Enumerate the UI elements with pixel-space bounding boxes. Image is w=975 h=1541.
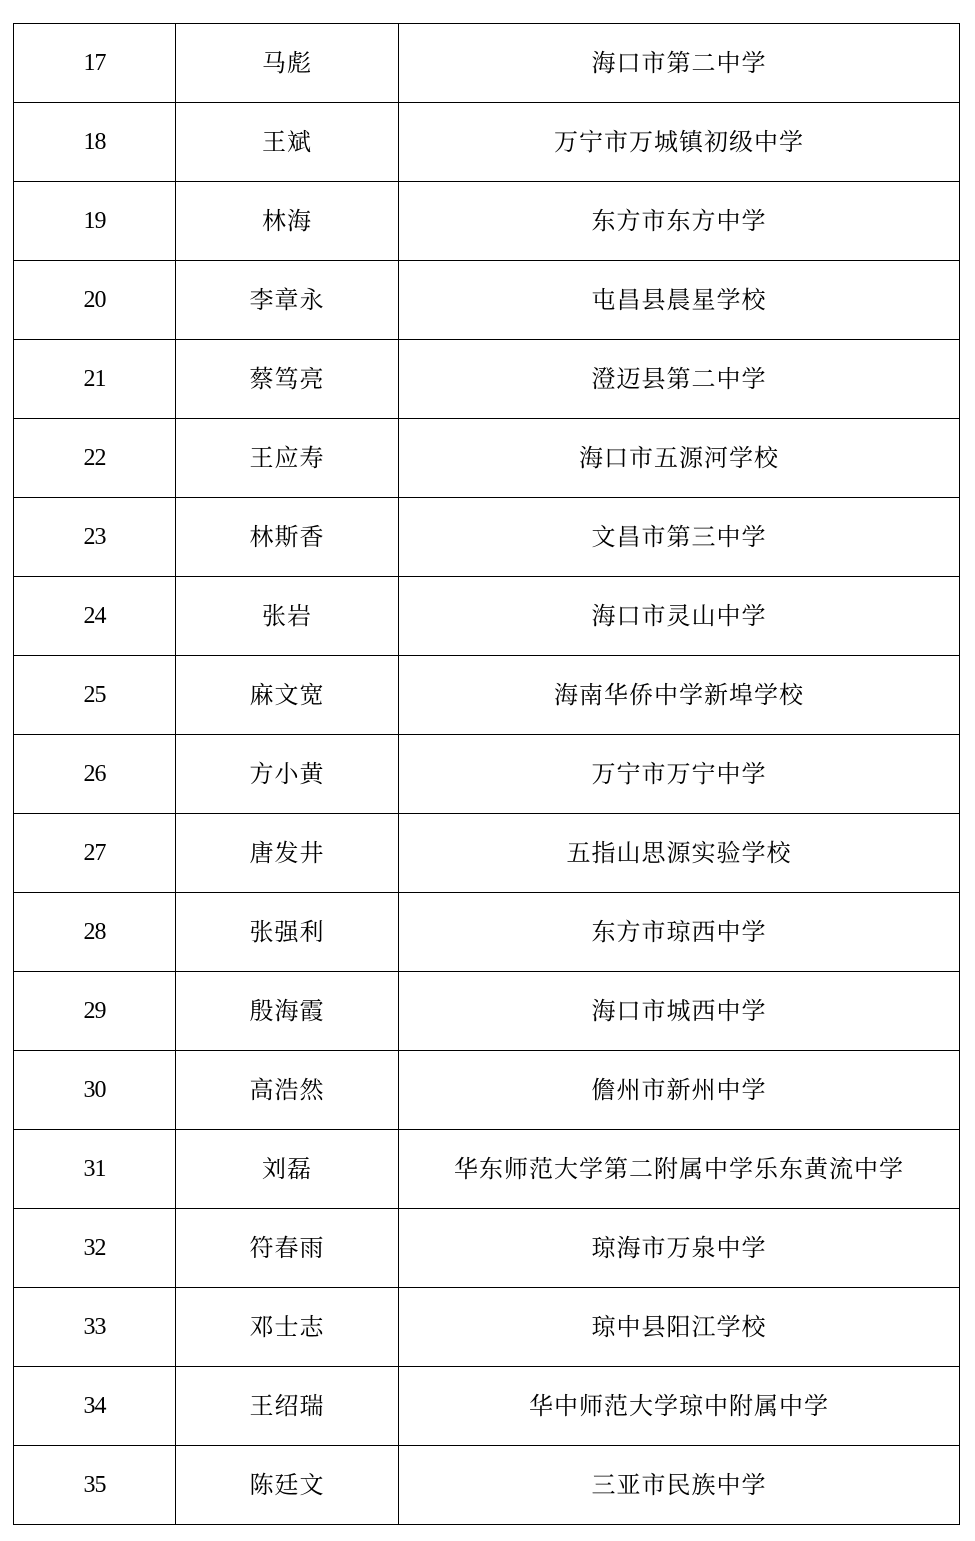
row-number: 26 <box>14 735 176 814</box>
table-row <box>14 1051 960 1130</box>
table-row <box>14 419 960 498</box>
row-number: 30 <box>14 1051 176 1130</box>
row-number: 34 <box>14 1367 176 1446</box>
row-number: 17 <box>14 24 176 103</box>
school-name: 海口市五源河学校 <box>399 419 960 498</box>
row-number: 32 <box>14 1209 176 1288</box>
person-name: 李章永 <box>176 261 399 340</box>
table-row <box>14 24 960 103</box>
person-name: 王斌 <box>176 103 399 182</box>
school-name: 琼海市万泉中学 <box>399 1209 960 1288</box>
person-name: 符春雨 <box>176 1209 399 1288</box>
person-name: 刘磊 <box>176 1130 399 1209</box>
school-name: 万宁市万宁中学 <box>399 735 960 814</box>
table-row <box>14 1446 960 1525</box>
person-name: 殷海霞 <box>176 972 399 1051</box>
person-name: 王应寿 <box>176 419 399 498</box>
person-name: 林海 <box>176 182 399 261</box>
person-name: 张岩 <box>176 577 399 656</box>
row-number: 31 <box>14 1130 176 1209</box>
school-name: 澄迈县第二中学 <box>399 340 960 419</box>
school-name: 海口市城西中学 <box>399 972 960 1051</box>
school-name: 东方市东方中学 <box>399 182 960 261</box>
person-name: 方小黄 <box>176 735 399 814</box>
school-name: 海口市灵山中学 <box>399 577 960 656</box>
school-name: 五指山思源实验学校 <box>399 814 960 893</box>
school-name: 儋州市新州中学 <box>399 1051 960 1130</box>
row-number: 29 <box>14 972 176 1051</box>
person-name: 蔡笃亮 <box>176 340 399 419</box>
person-name: 麻文宽 <box>176 656 399 735</box>
row-number: 22 <box>14 419 176 498</box>
person-name: 陈廷文 <box>176 1446 399 1525</box>
person-name: 邓士志 <box>176 1288 399 1367</box>
school-name: 海口市第二中学 <box>399 24 960 103</box>
table-row <box>14 656 960 735</box>
table-row <box>14 498 960 577</box>
table-row <box>14 893 960 972</box>
person-name: 马彪 <box>176 24 399 103</box>
person-name: 张强利 <box>176 893 399 972</box>
person-name: 唐发井 <box>176 814 399 893</box>
table-row <box>14 261 960 340</box>
row-number: 18 <box>14 103 176 182</box>
school-name: 文昌市第三中学 <box>399 498 960 577</box>
table-row <box>14 814 960 893</box>
table-row <box>14 1209 960 1288</box>
row-number: 19 <box>14 182 176 261</box>
row-number: 33 <box>14 1288 176 1367</box>
row-number: 20 <box>14 261 176 340</box>
table-row <box>14 340 960 419</box>
table-row <box>14 1288 960 1367</box>
table-row <box>14 1367 960 1446</box>
school-name: 三亚市民族中学 <box>399 1446 960 1525</box>
table-row <box>14 103 960 182</box>
school-name: 华中师范大学琼中附属中学 <box>399 1367 960 1446</box>
row-number: 23 <box>14 498 176 577</box>
table-row <box>14 182 960 261</box>
school-name: 东方市琼西中学 <box>399 893 960 972</box>
table-row <box>14 1130 960 1209</box>
table-row <box>14 735 960 814</box>
school-name: 屯昌县晨星学校 <box>399 261 960 340</box>
table-row <box>14 972 960 1051</box>
roster-table <box>13 23 960 1525</box>
row-number: 35 <box>14 1446 176 1525</box>
table-row <box>14 577 960 656</box>
person-name: 林斯香 <box>176 498 399 577</box>
school-name: 海南华侨中学新埠学校 <box>399 656 960 735</box>
row-number: 27 <box>14 814 176 893</box>
school-name: 华东师范大学第二附属中学乐东黄流中学 <box>399 1130 960 1209</box>
row-number: 28 <box>14 893 176 972</box>
school-name: 琼中县阳江学校 <box>399 1288 960 1367</box>
person-name: 王绍瑞 <box>176 1367 399 1446</box>
row-number: 25 <box>14 656 176 735</box>
person-name: 高浩然 <box>176 1051 399 1130</box>
row-number: 24 <box>14 577 176 656</box>
row-number: 21 <box>14 340 176 419</box>
school-name: 万宁市万城镇初级中学 <box>399 103 960 182</box>
